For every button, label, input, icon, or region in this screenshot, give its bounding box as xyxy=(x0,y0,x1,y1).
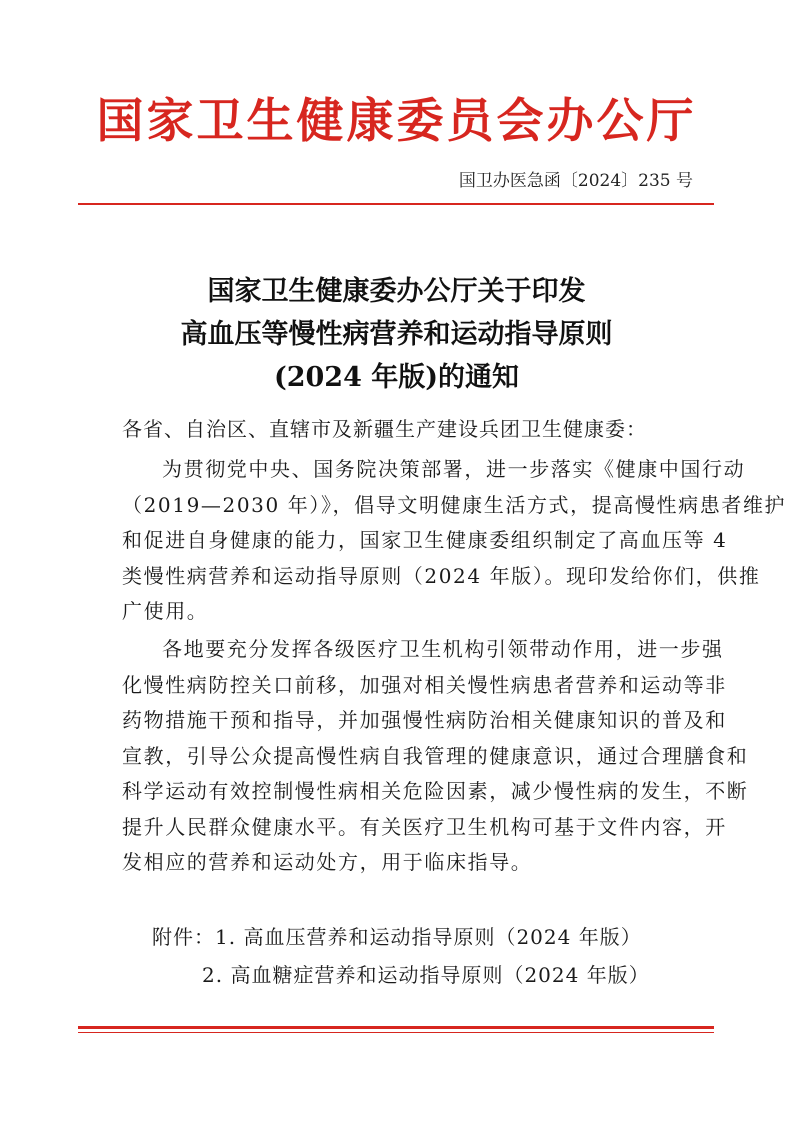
title-line-1: 国家卫生健康委办公厅关于印发 xyxy=(207,276,586,307)
paragraph-line: 广使用。 xyxy=(122,599,209,623)
paragraph-line: 各地要充分发挥各级医疗卫生机构引领带动作用，进一步强 xyxy=(162,637,724,661)
paragraph-1 xyxy=(122,452,787,630)
title-line-3: (2024 年版)的通知 xyxy=(273,362,520,393)
paragraph-line: 宣教，引导公众提高慢性病自我管理的健康意识，通过合理膳食和 xyxy=(122,743,749,768)
paragraph-line: 化慢性病防控关口前移，加强对相关慢性病患者营养和运动等非 xyxy=(122,672,727,697)
paragraph-line: 为贯彻党中央、国务院决策部署，进一步落实《健康中国行动 xyxy=(162,457,746,481)
title-line-2: 高血压等慢性病营养和运动指导原则 xyxy=(180,319,613,350)
attachment-item-1: 附件：1. 高血压营养和运动指导原则（2024 年版） xyxy=(152,925,642,949)
paragraph-line: 类慢性病营养和运动指导原则（2024 年版）。现印发给你们，供推 xyxy=(122,563,761,588)
attachment-item-2: 2. 高血糖症营养和运动指导原则（2024 年版） xyxy=(202,963,650,987)
addressee: 各省、自治区、直辖市及新疆生产建设兵团卫生健康委： xyxy=(122,417,647,441)
paragraph-line: 发相应的营养和运动处方，用于临床指导。 xyxy=(122,850,533,874)
footer-red-rules xyxy=(78,1026,714,1033)
paragraph-line: 药物措施干预和指导，并加强慢性病防治相关健康知识的普及和 xyxy=(122,708,727,732)
paragraph-line: 提升人民群众健康水平。有关医疗卫生机构可基于文件内容，开 xyxy=(122,814,727,839)
paragraph-line: （2019—2030 年）》，倡导文明健康生活方式，提高慢性病患者维护 xyxy=(122,492,787,517)
paragraph-line: 和促进自身健康的能力，国家卫生健康委组织制定了高血压等 4 xyxy=(122,528,728,552)
paragraph-line: 科学运动有效控制慢性病相关危险因素，减少慢性病的发生，不断 xyxy=(122,779,749,803)
paragraph-2 xyxy=(122,632,749,881)
org-header-title: 国家卫生健康委员会办公厅 xyxy=(96,94,697,149)
footer-thin-rule xyxy=(78,1032,714,1033)
document-number: 国卫办医急函〔2024〕235 号 xyxy=(458,171,693,191)
attachments-list xyxy=(152,918,650,994)
header-red-rule xyxy=(78,203,714,205)
footer-thick-rule xyxy=(78,1026,714,1029)
document-title xyxy=(0,270,793,399)
